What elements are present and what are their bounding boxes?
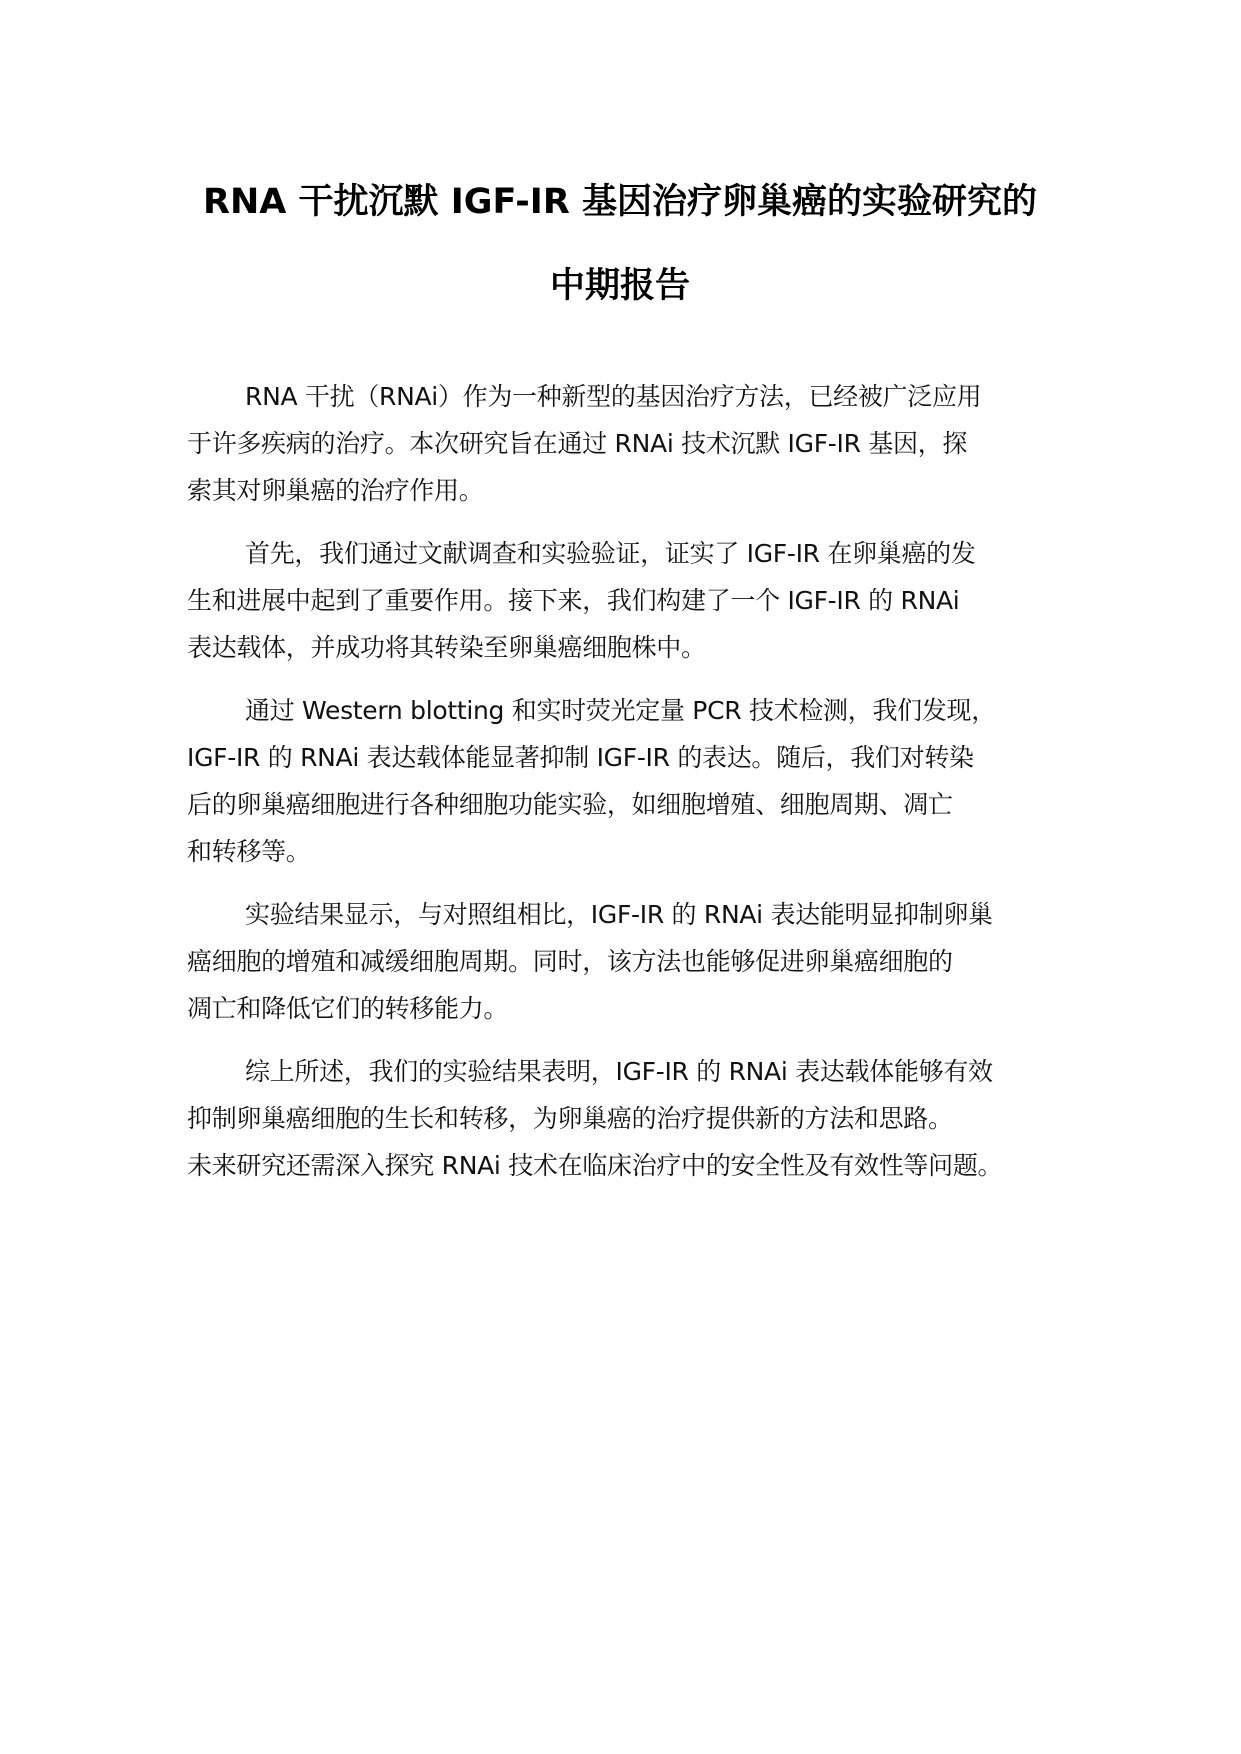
paragraph-line: 索其对卵巢癌的治疗作用。 [187,476,484,505]
paragraph-conclusion [187,1048,1087,1189]
paragraph-detection [187,687,1087,875]
paragraph-line: 表达载体，并成功将其转染至卵巢癌细胞株中。 [187,633,706,662]
paragraph-line: 生和进展中起到了重要作用。接下来，我们构建了一个 IGF-IR 的 RNAi [187,586,960,615]
paragraph-intro [187,373,1087,514]
paragraph-line: 综上所述，我们的实验结果表明，IGF-IR 的 RNAi 表达载体能够有效 [245,1057,993,1086]
paragraph-results [187,891,1087,1032]
paragraph-line: 后的卵巢癌细胞进行各种细胞功能实验，如细胞增殖、细胞周期、凋亡 [187,790,953,819]
paragraph-line: 抑制卵巢癌细胞的生长和转移，为卵巢癌的治疗提供新的方法和思路。 [187,1104,953,1133]
paragraph-vector-construction [187,530,1087,671]
paragraph-line: 和转移等。 [187,837,311,866]
paragraph-line: IGF-IR 的 RNAi 表达载体能显著抑制 IGF-IR 的表达。随后，我们对转染 [187,743,974,772]
document-title-line-2: 中期报告 [549,266,690,306]
paragraph-line: RNA 干扰（RNAi）作为一种新型的基因治疗方法，已经被广泛应用 [245,382,982,411]
paragraph-line: 首先，我们通过文献调查和实验验证，证实了 IGF-IR 在卵巢癌的发 [245,539,976,568]
paragraph-line: 癌细胞的增殖和减缓细胞周期。同时，该方法也能够促进卵巢癌细胞的 [187,947,953,976]
paragraph-line: 凋亡和降低它们的转移能力。 [187,994,509,1023]
paragraph-line: 通过 Western blotting 和实时荧光定量 PCR 技术检测，我们发现， [245,696,996,725]
paragraph-line: 实验结果显示，与对照组相比，IGF-IR 的 RNAi 表达能明显抑制卵巢 [245,900,993,929]
paragraph-line: 于许多疾病的治疗。本次研究旨在通过 RNAi 技术沉默 IGF-IR 基因，探 [187,429,968,458]
paragraph-line: 未来研究还需深入探究 RNAi 技术在临床治疗中的安全性及有效性等问题。 [187,1151,1003,1180]
document-title-line-1: RNA 干扰沉默 IGF-IR 基因治疗卵巢癌的实验研究的 [203,182,1037,222]
